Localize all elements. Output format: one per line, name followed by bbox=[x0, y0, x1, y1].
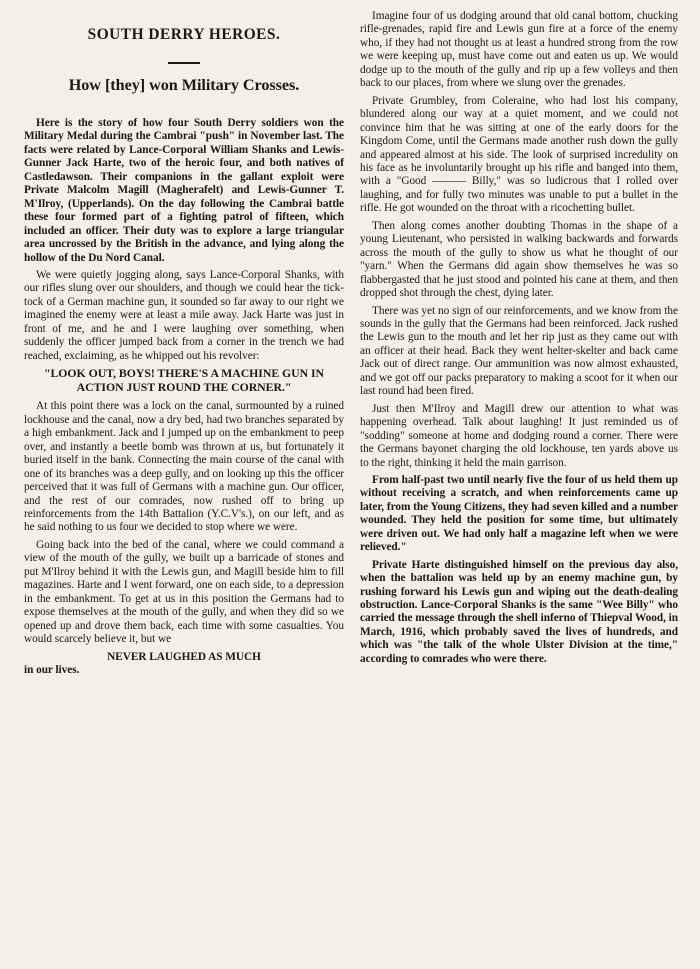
body-paragraph: Going back into the bed of the canal, where we could command a view of the mouth of the gully, we built up a barricade of stones and put M'Ilroy behind it with the Lewis gun, and Magill beside him to fill magazines. Harte and I went forward, one on each side, to a depression in the embankment. To get at us in this position the Germans had to expose themselves at the mouth of the gully, and when they did so we opened up and drove them back, each time with some casualties. You would scarcely believe it, but we bbox=[24, 538, 344, 646]
callout-heading: NEVER LAUGHED AS MUCH bbox=[107, 650, 261, 663]
body-paragraph: Then along comes another doubting Thomas in the shape of a young Lieutenant, who persisted in walking backwards and forwards across the mouth of the gully to show us what he thought of our "yarn." When the Germans did again show themselves he was so flabbergasted that he just stood and pointed his cane at them, and then dropped shot through the chest, dying later. bbox=[360, 219, 678, 300]
article-subtitle: How [they] won Military Crosses. bbox=[68, 76, 300, 94]
callout-tail: in our lives. bbox=[24, 663, 80, 676]
left-column bbox=[24, 10, 344, 961]
article-title: SOUTH DERRY HEROES. bbox=[87, 26, 281, 43]
body-paragraph: Private Harte distinguished himself on the previous day also, when the battalion was held up by an enemy machine gun, by rushing forward his Lewis gun and wiping out the death-dealing obstruction. Lance-Corporal Shanks is the same "Wee Billy" who carried the message through the shell inferno of Thiepval Wood, in March, 1916, which probably saved the lives of hundreds, and which was "the talk of the whole Ulster Division at the time," according to comrades who were there. bbox=[360, 558, 678, 665]
body-paragraph: From half-past two until nearly five the four of us held them up without receiving a scratch, and when reinforcements came up later, from the Young Citizens, they had seven killed and a number wounded. They held the position for some time, but ultimately were driven out. We had only half a magazine left when we were relieved." bbox=[360, 473, 678, 554]
body-paragraph: There was yet no sign of our reinforcements, and we know from the sounds in the gully that the Germans had been reinforced. Jack rushed the Lewis gun to the mouth and let her rip just as they came out with an officer at their head. Back they went helter-skelter and back came Jack out of direct range. Our ammunition was now almost exhausted, and we got off our packs preparatory to making a scoot for it when our last round had been fired. bbox=[360, 304, 678, 398]
body-paragraph: At this point there was a lock on the canal, surmounted by a ruined lockhouse and the canal, now a dry bed, had two branches separated by a high embankment. Jack and I jumped up on the embankment to peep over, and instantly a beetle bomb was thrown at us, but fortunately it buried itself in the bank. Connecting the main course of the canal with one of its branches was a deep gully, and on looking up this the officer perceived that it was full of Germans with a machine gun. Our officer, and the rest of our comrades, now rushed off to bring up reinforcements from the 14th Battalion (Y.C.V's.), on our left, and as he said nothing to us four we decided to stop where we were. bbox=[24, 400, 344, 534]
title-rule bbox=[168, 62, 200, 64]
body-paragraph: Just then M'Ilroy and Magill drew our attention to what was happening overhead. Talk about laughing! It just reminded us of "sodding" someone at home and dodging round a corner. There were the Germans bayonet charging the old lockhouse, ten yards above us to the right, thinking it held the main garrison. bbox=[360, 402, 678, 469]
body-paragraph: We were quietly jogging along, says Lance-Corporal Shanks, with our rifles slung over our shoulders, and though we could hear the tick-tock of a German machine gun, it sounded so far away to our right we imagined the enemy were at least a mile away. Jack Harte was just in front of me, and he and I were laughing over something, when suddenly the officer jumped back from a corner in the trench we had reached, exclaiming, as he whipped out his revolver: bbox=[24, 268, 344, 362]
body-paragraph: Imagine four of us dodging around that old canal bottom, chucking rifle-grenades, rapid fire and Lewis gun fire at a force of the enemy who, if they had not thought us at least a hundred strong from the row we were keeping up, must have come out and eaten us up. We would dodge up to the mouth of the gully and rip up a few volleys and then back to our places, from where we slung over the grenades. bbox=[360, 10, 678, 90]
intro-paragraph: Here is the story of how four South Derry soldiers won the Military Medal during the Cambrai "push" in November last. The facts were related by Lance-Corporal William Shanks and Lewis-Gunner Jack Harte, two of the heroic four, and both natives of Castledawson. Their companions in the gallant exploit were Private Malcolm Magill (Magherafelt) and Lewis-Gunner T. M'Ilroy, (Upperlands). On the day following the Cambrai battle these four formed part of a fighting patrol of fifteen, which included an officer. Their duty was to explore a large triangular area uncrossed by the British in the advance, and lying along the hollow of the Du Nord Canal. bbox=[24, 117, 344, 264]
body-paragraph: Private Grumbley, from Coleraine, who had lost his company, blundered along our way at a quiet moment, and we could not convince him that he was sitting at one of the early doors for the Kingdom Come, until the Germans made another rush down the gully and appeared almost at his side. The look of surprised incredulity on his face as he involuntarily brought up his rifle and banged into them, with a "Good ——— Billy," was so ludicrous that I rolled over laughing, and for fully two minutes was unable to put a bullet in the rifle. He got wounded on the throat with a ricochetting bullet. bbox=[360, 94, 678, 215]
right-column bbox=[360, 10, 678, 961]
officer-exclamation: "LOOK OUT, BOYS! THERE'S A MACHINE GUN IN ACTION JUST ROUND THE CORNER." bbox=[43, 366, 325, 394]
